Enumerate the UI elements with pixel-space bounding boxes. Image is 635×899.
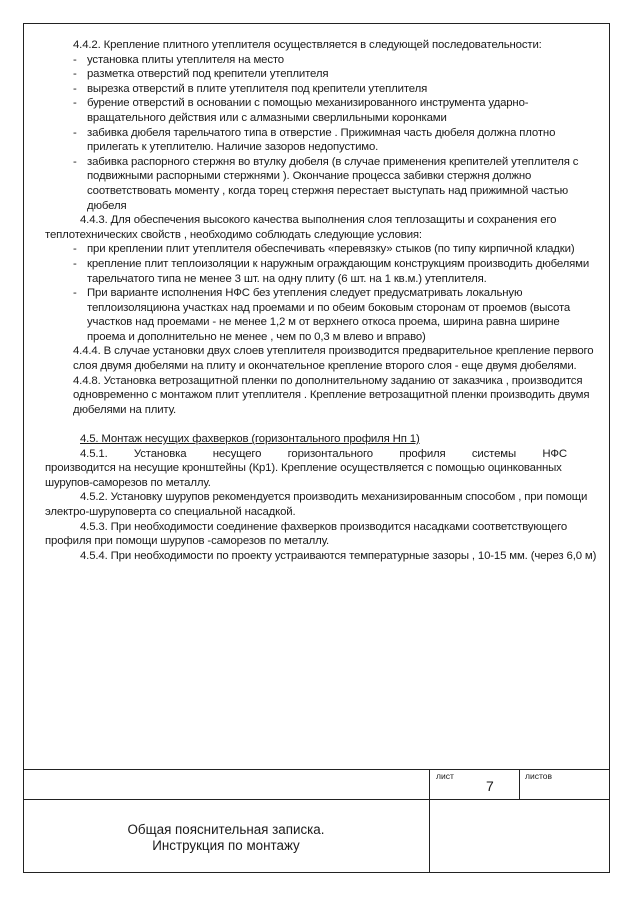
section-4-5-1-first-line: 4.5.1. Установка несущего горизонтального профиля системы НФС [80,447,567,460]
section-4-4-8: 4.4.8. Установка ветрозащитной пленки по дополнительному заданию от заказчика , производится одновременно с монтажом плит утеплителя . Крепление ветрозащитной пленки производить двумя дюбелями на плиту. [73,374,590,416]
section-4-4-3-list [45,242,597,344]
section-4-4-3-intro: 4.4.3. Для обеспечения высокого качества выполнения слоя теплозащиты и сохранения его теплотехнических свойств , необходимо соблюдать следующие условия: [45,214,557,241]
list-item: - установка плиты утеплителя на место [73,53,284,66]
document-body [45,38,597,563]
list-item: - При варианте исполнения НФС без утепления следует предусматривать локальную теплоизоляциюна участках над проемами и по обеим боковым сторонам от проемов (высота участков над проемами - не менее 1,2 м от верхнего откоса проема, ширина равна ширине проема и дополнительно не менее , чем по 0,3 м влево и вправо) [73,287,571,343]
document-title-line-2: Инструкция по монтажу [152,838,300,853]
sheet-number: 7 [486,778,494,794]
sheet-label: лист [436,771,454,781]
document-title [23,822,429,854]
list-item: - вырезка отверстий в плите утеплителя под крепители утеплителя [73,82,428,95]
document-title-line-1: Общая пояснительная записка. [127,822,325,837]
title-block-sheet-divider [519,769,520,799]
section-4-5-2: 4.5.2. Установку шурупов рекомендуется производить механизированным способом , при помощи электро-шуруповерта со специальной насадкой. [45,491,588,518]
section-4-4-2-list [45,53,597,214]
section-4-5-heading: 4.5. Монтаж несущих фахверков (горизонтального профиля Нп 1) [80,433,420,446]
list-item: - разметка отверстий под крепители утеплителя [73,68,329,81]
list-item: - забивка дюбеля тарельчатого типа в отверстие . Прижимная часть дюбеля должна плотно прилегать к утеплителю. Наличие зазоров недопустимо. [73,126,556,154]
section-4-5-1-rest: производится на несущие кронштейны (Кр1). Крепление осуществляется с помощью оцинкованных шурупов-саморезов по металлу. [45,462,562,489]
title-block-middle-line [23,799,610,800]
spacer [45,417,597,432]
list-item: - при креплении плит утеплителя обеспечивать «перевязку» стыков (по типу кирпичной кладки) [73,243,575,256]
sheets-total-label: листов [525,771,552,781]
section-4-5-3: 4.5.3. При необходимости соединение фахверков производится насадками соответствующего профиля при помощи шурупов -саморезов по металлу. [45,520,568,548]
list-item: - забивка распорного стержня во втулку дюбеля (в случае применения крепителей утеплителя с подвижными распорными стержнями ). Окончание процесса забивки стержня должно соответствовать моменту , когда торец стержня перестает выступать над прижимной частью дюбеля [73,155,579,212]
list-item: - крепление плит теплоизоляции к наружным ограждающим конструкциям производить дюбелями тарельчатого типа не менее 3 шт. на одну плиту (6 шт. на 1 кв.м.) утеплителя. [73,257,590,285]
title-block-divider [429,769,430,873]
title-block-top-line [23,769,610,770]
section-4-4-4: 4.4.4. В случае установки двух слоев утеплителя производится предварительное крепление первого слоя двумя дюбелями на плиту и окончательное крепление второго слоя - еще двумя дюбелями. [73,345,594,373]
list-item: - бурение отверстий в основании с помощью механизированного инструмента ударно-вращательного действия или с алмазными сверлильными коронками [73,97,529,124]
section-4-4-2-intro: 4.4.2. Крепление плитного утеплителя осуществляется в следующей последовательности: [73,39,542,51]
section-4-5-4: 4.5.4. При необходимости по проекту устраиваются температурные зазоры , 10-15 мм. (через 6,0 м) [80,549,597,562]
